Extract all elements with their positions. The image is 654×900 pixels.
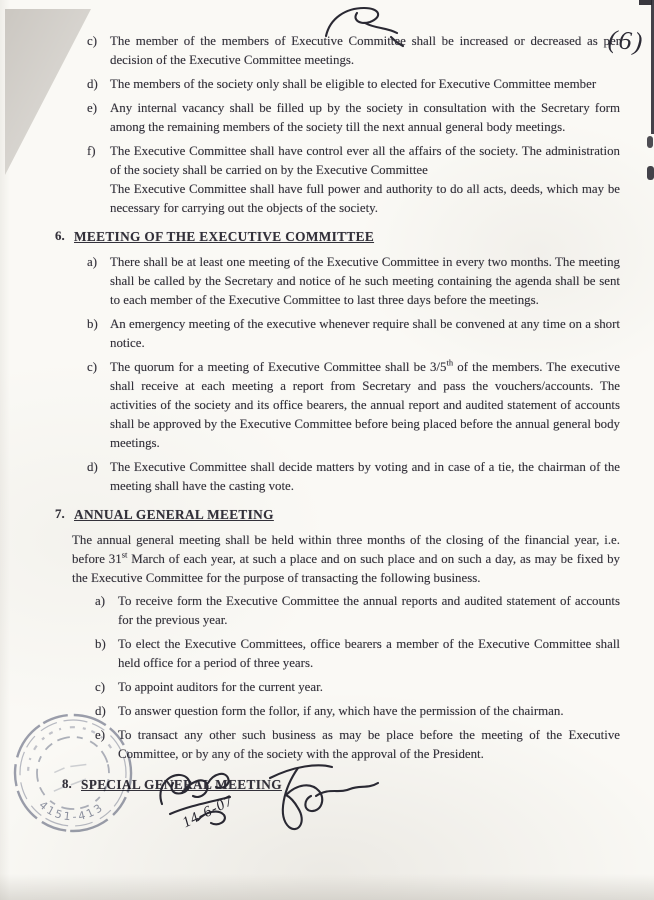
list-item [87,99,620,137]
scan-edge-mark [647,136,653,148]
document-body [50,32,620,801]
scan-edge-mark [647,166,654,180]
item-text: The Executive Committee shall decide matters by voting and in case of a tie, the chairman of the meeting shall have the casting vote. [110,460,620,493]
section-number: 8. [62,777,72,791]
handwritten-page-number: (6) [606,24,646,57]
list-item [87,315,620,353]
item-marker: e) [87,101,98,115]
item-text: To elect the Executive Committees, office bearers a member of the Executive Committee shall held office for a period of three years. [118,637,620,670]
item-marker: a) [87,255,98,269]
list-item [87,142,620,180]
handwritten-signature-secretary [150,764,262,834]
section-title: MEETING OF THE EXECUTIVE COMMITTEE [74,229,375,244]
section-number: 7. [55,507,65,521]
item-marker: c) [87,360,98,374]
item-marker: a) [95,594,106,608]
stamp-registration-number: 4151-413 [36,798,107,824]
handwritten-date: 14-6-07 [180,792,237,832]
list-item [87,32,620,70]
list-item [95,635,620,673]
scan-bottom-shading [0,874,654,900]
superscript: th [446,357,454,368]
item-marker: f) [87,144,96,158]
superscript: st [121,549,128,560]
item-text: There shall be at least one meeting of the Executive Committee in every two months. The meeting shall be called by the Secretary and notice of he such meeting containing the agenda shall be sent to each member of the Executive Committee to last three days before the meetings. [110,255,620,307]
list-item [95,678,620,697]
item-text: To transact any other such business as may be place before the meeting of the Executive Committee, or by any of the society with the approval of the President. [118,728,620,761]
item-text: To appoint auditors for the current year. [118,680,323,694]
list-item [87,253,620,310]
item-marker: e) [95,728,106,742]
item-text: To answer question form the follor, if any, which have the permission of the chairman. [118,704,564,718]
section-number: 6. [55,229,65,243]
item-text: The member of the members of Executive Committee shall be increased or decreased as per decision of the Executive Committee meetings. [110,34,620,67]
item-text: An emergency meeting of the executive whenever require shall be convened at any time on a short notice. [110,317,620,350]
scan-edge-mark [639,0,652,5]
item-text [110,358,620,453]
item-marker: d) [95,704,106,718]
item-marker: c) [87,34,98,48]
item-marker: d) [87,460,98,474]
handwritten-signature-president [262,760,400,848]
list-item [87,75,620,94]
item-continuation-text: The Executive Committee shall have full power and authority to do all acts, deeds, which may be necessary for carrying out the objects of the society. [110,182,620,215]
text-fragment: The quorum for a meeting of Executive Committee shall be 3/5 [110,360,447,374]
list-item [95,702,620,721]
section-heading-meeting-of-executive-committee [55,227,620,246]
text-fragment: The annual general meeting shall be held within three months of the closing of the financial year, i.e. before 31 [72,533,620,566]
list-item [87,458,620,496]
text-fragment: of the members. The executive shall receive at each meeting a report from Secretary and pass the vouchers/accounts. The activities of the society and its office bearers, the annual report and audited statement of accounts shall be approved by the Executive Committee before being placed before the annual general body meetings. [110,360,620,450]
section-title: SPECIAL GENERAL MEETING [81,777,282,792]
item-marker: d) [87,77,98,91]
item-marker: b) [87,317,98,331]
list-item [87,358,620,453]
section-heading-annual-general-meeting [55,505,620,524]
item-text: To receive form the Executive Committee the annual reports and audited statement of accounts for the previous year. [118,594,620,627]
text-fragment: March of each year, at such a place and on such place and on such a day, as may be fixed by the Executive Committee for the purpose of transacting the following business. [72,552,620,585]
item-text: The members of the society only shall be eligible to elected for Executive Committee member [110,77,597,91]
item-text: The Executive Committee shall have control ever all the affairs of the society. The administration of the society shall be carried on by the Executive Committee [110,144,620,177]
section-intro-paragraph [72,531,620,588]
item-marker: c) [95,680,106,694]
list-item [95,726,620,764]
round-office-stamp [0,700,150,850]
item-marker: b) [95,637,106,651]
list-item [95,592,620,630]
section-title: ANNUAL GENERAL MEETING [74,507,274,522]
item-text: Any internal vacancy shall be filled up by the society in consultation with the Secretary form among the remaining members of the society till the next annual general body meetings. [110,101,620,134]
